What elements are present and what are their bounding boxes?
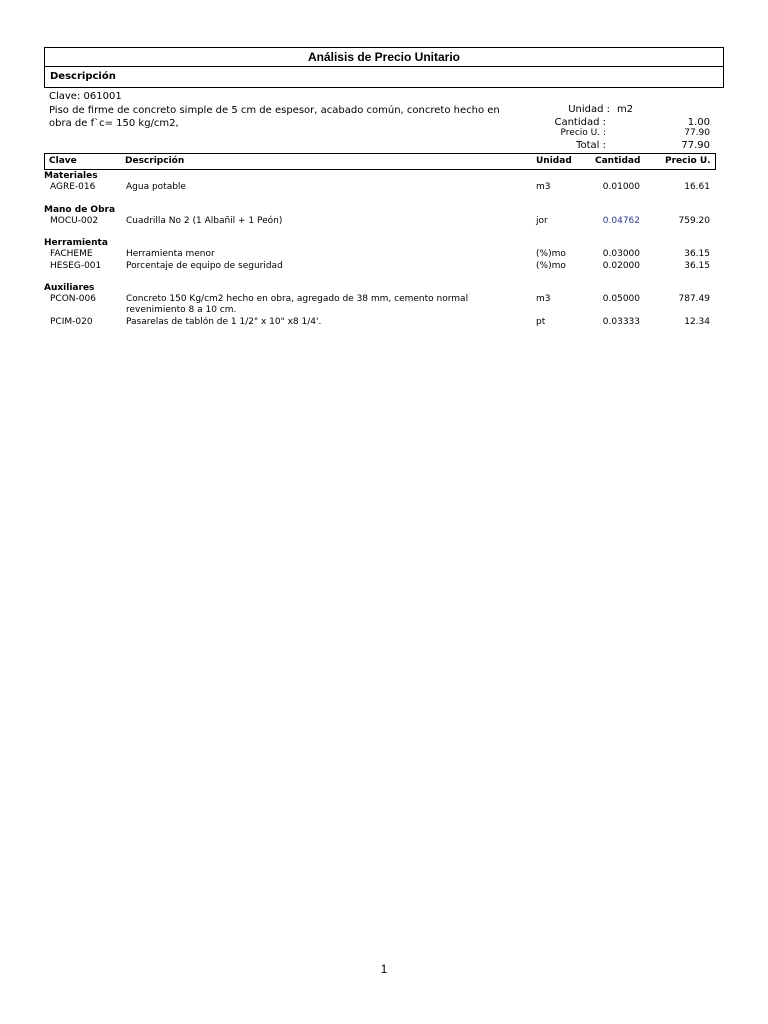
total-label: Total :: [576, 140, 606, 151]
row-precio: 36.15: [684, 261, 710, 271]
page-number: 1: [380, 962, 388, 976]
row-unidad: jor: [536, 216, 548, 226]
header-unidad: Unidad: [536, 156, 572, 166]
row-precio: 16.61: [684, 182, 710, 192]
row-precio: 759.20: [678, 216, 710, 226]
row-clave: AGRE-016: [50, 182, 96, 192]
row-descripcion: Herramienta menor: [126, 249, 215, 259]
row-cantidad: 0.02000: [602, 261, 640, 271]
row-descripcion: Agua potable: [126, 182, 186, 192]
cantidad-value: 1.00: [687, 117, 710, 128]
row-cantidad: 0.01000: [602, 182, 640, 192]
unidad-value: m2: [617, 104, 634, 115]
row-clave: FACHEME: [50, 249, 93, 259]
row-cantidad: 0.03333: [602, 317, 640, 327]
row-clave: PCON-006: [50, 294, 96, 304]
section-materiales: Materiales: [44, 171, 98, 181]
clave-text: Clave: 061001: [49, 91, 122, 102]
row-unidad: (%)mo: [536, 249, 566, 259]
section-auxiliares: Auxiliares: [44, 283, 95, 293]
document-page: [44, 47, 724, 327]
row-descripcion: Pasarelas de tablón de 1 1/2" x 10" x8 1/4'.: [126, 317, 322, 327]
row-clave: PCIM-020: [50, 317, 93, 327]
row-clave: MOCU-002: [50, 216, 99, 226]
precio-label: Precio U. :: [560, 128, 606, 138]
header-cantidad: Cantidad: [595, 156, 641, 166]
row-unidad: m3: [536, 182, 551, 192]
section-herramienta: Herramienta: [44, 238, 108, 248]
row-unidad: m3: [536, 294, 551, 304]
row-clave: HESEG-001: [50, 261, 102, 271]
document-title: Análisis de Precio Unitario: [44, 47, 724, 67]
section-mano-de-obra: Mano de Obra: [44, 205, 116, 215]
unidad-label: Unidad :: [568, 104, 610, 115]
precio-value: 77.90: [684, 128, 710, 138]
cantidad-label: Cantidad :: [554, 117, 606, 128]
header-clave: Clave: [49, 156, 77, 166]
row-descripcion: Porcentaje de equipo de seguridad: [126, 261, 283, 271]
row-cantidad: 0.04762: [602, 216, 640, 226]
row-precio: 787.49: [678, 294, 710, 304]
header-descripcion: Descripción: [125, 156, 185, 166]
row-unidad: (%)mo: [536, 261, 566, 271]
row-precio: 12.34: [684, 317, 710, 327]
row-descripcion: Concreto 150 Kg/cm2 hecho en obra, agregado de 38 mm, cemento normal revenimiento 8 a 10 cm.: [126, 294, 469, 315]
summary-block: [44, 88, 724, 154]
table-header: [44, 153, 716, 170]
row-precio: 36.15: [684, 249, 710, 259]
row-descripcion: Cuadrilla No 2 (1 Albañil + 1 Peón): [126, 216, 283, 226]
header-precio: Precio U.: [665, 156, 711, 166]
total-value: 77.90: [681, 140, 710, 151]
descripcion-heading: Descripción: [44, 67, 724, 88]
row-cantidad: 0.05000: [602, 294, 640, 304]
concept-description: Piso de firme de concreto simple de 5 cm de espesor, acabado común, concreto hecho en obra de f`c= 150 kg/cm2,: [49, 105, 500, 129]
row-cantidad: 0.03000: [602, 249, 640, 259]
row-unidad: pt: [536, 317, 546, 327]
